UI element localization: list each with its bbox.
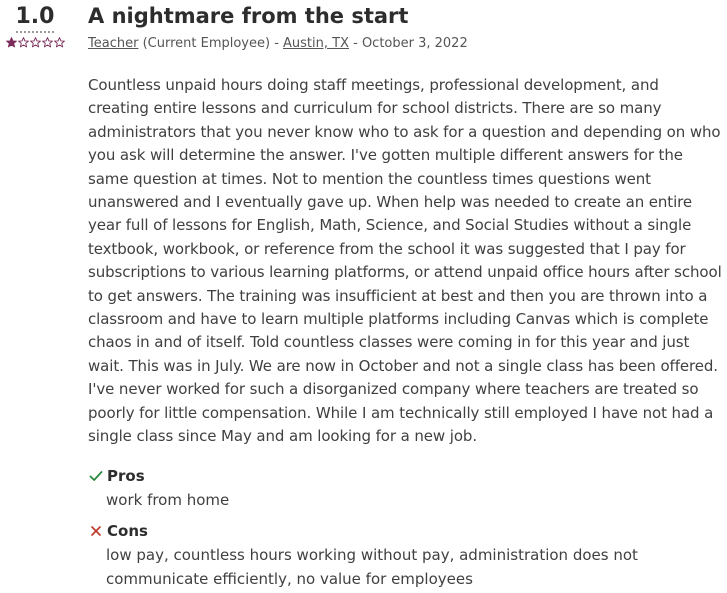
rating-block — [0, 4, 70, 48]
star-empty-icon — [30, 37, 41, 48]
star-empty-icon — [54, 37, 65, 48]
pros-text: work from home — [106, 490, 230, 509]
x-mark-icon — [88, 523, 104, 539]
rating-value[interactable]: 1.0 — [16, 4, 55, 33]
star-rating — [0, 37, 70, 48]
star-empty-icon — [42, 37, 53, 48]
review-title: A nightmare from the start — [88, 4, 409, 28]
review-date: - October 3, 2022 — [348, 36, 468, 51]
cons-text: low pay, countless hours working without pay, administration does not communicate efficiently, no value for employees — [106, 545, 638, 588]
review-body: Countless unpaid hours doing staff meetings, professional development, and creating entire lessons and curriculum for school districts. There are so many administrators that you never know who to ask for a question and depending on who you ask will determine the answer. I've gotten multiple different answers for the same question at times. Not to mention the countless times questions went unanswered and I eventually gave up. When help was needed to create an entire year full of lessons for English, Math, Science, and Social Studies without a single textbook, workbook, or reference from the school it was suggested that I pay for subscriptions to various learning platforms, or attend unpaid office hours after school to get answers. The training was insufficient at best and then you are thrown into a classroom and have to learn multiple platforms including Canvas which is complete chaos in and of itself. Told countless classes were coming in for this year and just wait. This was in July. We are now in October and not a single class has been offered. I've never worked for such a disorganized company where teachers are treated so poorly for little compensation. While I am technically still employed I have not had a single class since May and am looking for a new job. — [88, 76, 722, 446]
pros-section — [88, 465, 724, 512]
employment-status: (Current Employee) - — [138, 36, 284, 51]
review-card — [88, 0, 724, 591]
cons-section — [88, 520, 724, 591]
cons-label: Cons — [107, 521, 148, 540]
pros-label: Pros — [107, 466, 145, 485]
review-meta — [88, 35, 724, 53]
star-empty-icon — [18, 37, 29, 48]
job-title-link[interactable]: Teacher — [88, 36, 139, 51]
location-link[interactable]: Austin, TX — [283, 36, 349, 51]
checkmark-icon — [88, 468, 104, 484]
star-filled-icon — [6, 37, 17, 48]
